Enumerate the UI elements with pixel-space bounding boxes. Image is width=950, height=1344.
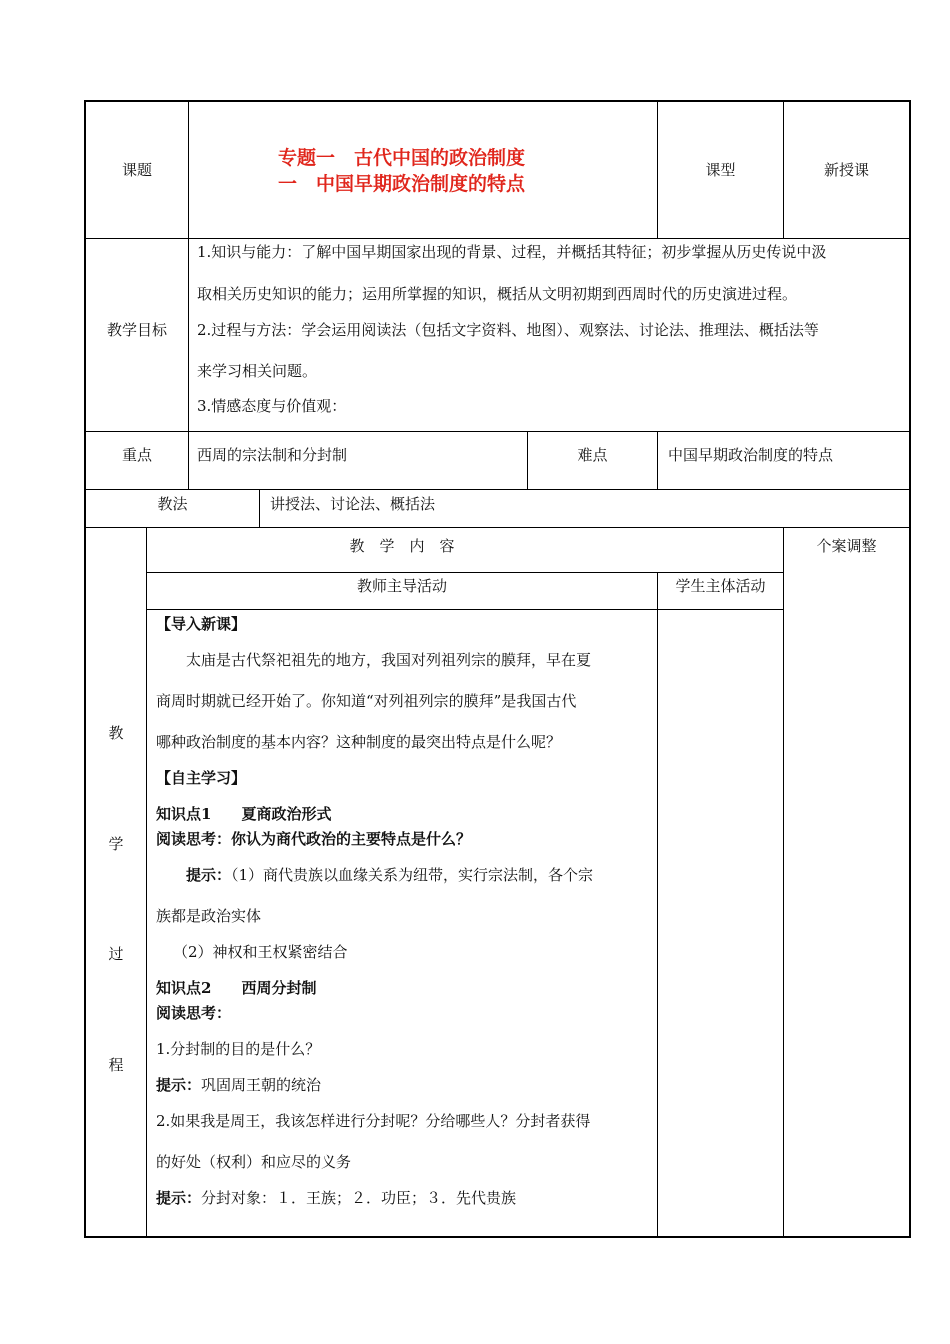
hint-text: （1）商代贵族以血缘关系为纽带，实行宗法制，各个宗 — [231, 866, 594, 884]
intro-line: 太庙是古代祭祀祖先的地方，我国对列祖列宗的膜拜，早在夏 — [186, 651, 592, 669]
col-divider — [783, 527, 784, 1237]
table-border-top — [85, 100, 911, 102]
objectives-label: 教学目标 — [106, 321, 167, 339]
hint-text: 分封对象：１．王族；２．功臣；３．先代贵族 — [201, 1189, 517, 1207]
difficulty-value: 中国早期政治制度的特点 — [668, 446, 834, 464]
row-divider — [146, 609, 784, 610]
col-divider — [657, 431, 658, 490]
course-label: 课题 — [121, 161, 152, 179]
objectives-line: 取相关历史知识的能力；运用所掌握的知识，概括从文明初期到西周时代的历史演进过程。 — [197, 285, 798, 303]
kp2-question: 阅读思考： — [156, 1004, 232, 1022]
col-divider — [188, 431, 189, 490]
intro-heading: 【导入新课】 — [156, 615, 247, 633]
kp1-hint-line3: （2）神权和王权紧密结合 — [173, 943, 348, 961]
col-divider — [188, 100, 189, 432]
kp1-hint-line2: 族都是政治实体 — [156, 907, 262, 925]
kp1-question: 阅读思考：你认为商代政治的主要特点是什么？ — [156, 830, 472, 848]
row-divider — [85, 431, 911, 432]
objectives-line: 1.知识与能力：了解中国早期国家出现的背景、过程，并概括其特征；初步掌握从历史传说中汲 — [197, 243, 827, 261]
question-2-hint — [156, 1188, 516, 1208]
row-divider — [85, 489, 911, 490]
student-activity-header: 学生主体活动 — [675, 577, 766, 595]
question-1-hint — [156, 1075, 321, 1095]
page-title-line1: 专题一 古代中国的政治制度 — [278, 147, 526, 169]
objectives-line: 来学习相关问题。 — [197, 362, 318, 380]
intro-line: 哪种政治制度的基本内容？这种制度的最突出特点是什么呢？ — [156, 733, 562, 751]
process-side-char: 学 — [108, 835, 124, 853]
page-title-line2: 一 中国早期政治制度的特点 — [278, 173, 526, 195]
methods-label: 教法 — [157, 495, 188, 513]
teacher-activity-header: 教师主导活动 — [356, 577, 447, 595]
methods-value: 讲授法、讨论法、概括法 — [270, 495, 436, 513]
key-point-label: 重点 — [121, 446, 152, 464]
objectives-line: 2.过程与方法：学会运用阅读法（包括文字资料、地图）、观察法、讨论法、推理法、概括法等 — [197, 321, 819, 339]
hint-label: 提示： — [156, 1189, 202, 1207]
objectives-line: 3.情感态度与价值观： — [197, 397, 347, 415]
hint-label: 提示： — [186, 866, 232, 884]
question-2-line2: 的好处（权利）和应尽的义务 — [156, 1153, 352, 1171]
lesson-type-value: 新授课 — [823, 161, 869, 179]
table-border-bottom — [85, 1236, 911, 1238]
difficulty-label: 难点 — [577, 446, 608, 464]
table-border-right — [909, 100, 911, 1238]
intro-line: 商周时期就已经开始了。你知道“对列祖列宗的膜拜”是我国古代 — [156, 692, 577, 710]
kp1-title: 知识点1 夏商政治形式 — [156, 805, 332, 823]
question-2-line1: 2.如果我是周王，我该怎样进行分封呢？分给哪些人？分封者获得 — [156, 1112, 591, 1130]
key-point-value: 西周的宗法制和分封制 — [197, 446, 348, 464]
process-side-char: 教 — [108, 724, 124, 742]
question-1: 1.分封制的目的是什么？ — [156, 1040, 321, 1058]
process-side-char: 程 — [108, 1056, 124, 1074]
row-divider — [146, 572, 784, 573]
kp2-title: 知识点2 西周分封制 — [156, 979, 317, 997]
adjust-header: 个案调整 — [816, 537, 877, 555]
col-divider — [657, 572, 658, 1237]
col-divider — [259, 489, 260, 528]
content-header: 教 学 内 容 — [349, 537, 455, 555]
row-divider — [85, 527, 911, 528]
col-divider — [146, 527, 147, 1237]
lesson-type-label: 课型 — [705, 161, 736, 179]
process-side-char: 过 — [108, 945, 124, 963]
hint-label: 提示： — [156, 1076, 202, 1094]
hint-text: 巩固周王朝的统治 — [201, 1076, 322, 1094]
kp1-hint — [186, 865, 593, 885]
self-study-heading: 【自主学习】 — [156, 769, 247, 787]
row-divider — [85, 238, 911, 239]
